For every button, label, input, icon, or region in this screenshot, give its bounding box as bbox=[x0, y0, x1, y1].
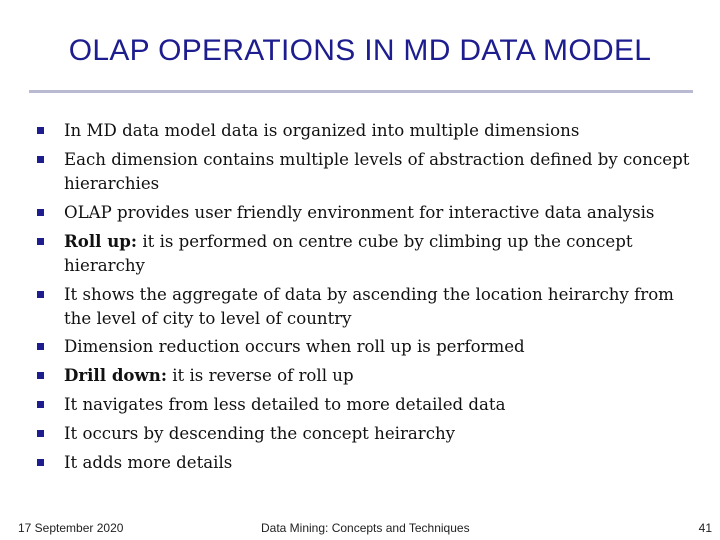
bullet-text: Each dimension contains multiple levels of abstraction defined by concept hierarchies bbox=[64, 150, 690, 193]
bullet-item-descending bbox=[64, 421, 694, 446]
footer-date: 17 September 2020 bbox=[18, 521, 124, 535]
square-bullet-icon bbox=[37, 401, 44, 408]
bullet-item-organized bbox=[64, 118, 694, 143]
bullet-item-olap bbox=[64, 200, 694, 225]
bullet-bold-text: Drill down: bbox=[64, 365, 167, 385]
square-bullet-icon bbox=[37, 372, 44, 379]
bullet-item-navigates bbox=[64, 392, 694, 417]
bullet-text: Dimension reduction occurs when roll up is performed bbox=[64, 337, 525, 356]
square-bullet-icon bbox=[37, 209, 44, 216]
bullet-item-drill-down bbox=[64, 363, 694, 388]
bullet-text: In MD data model data is organized into multiple dimensions bbox=[64, 121, 580, 140]
bullet-text: It occurs by descending the concept heirarchy bbox=[64, 424, 456, 443]
bullet-bold-text: Roll up: bbox=[64, 231, 138, 251]
square-bullet-icon bbox=[37, 127, 44, 134]
bullet-text: it is reverse of roll up bbox=[166, 366, 354, 385]
bullet-item-details bbox=[64, 450, 694, 475]
bullet-text: It navigates from less detailed to more detailed data bbox=[64, 395, 506, 414]
bullet-text: It adds more details bbox=[64, 453, 233, 472]
bullet-text: it is performed on centre cube by climbing up the concept hierarchy bbox=[64, 232, 633, 275]
bullet-text: OLAP provides user friendly environment for interactive data analysis bbox=[64, 203, 655, 222]
square-bullet-icon bbox=[37, 343, 44, 350]
square-bullet-icon bbox=[37, 156, 44, 163]
slide-title: OLAP OPERATIONS IN MD DATA MODEL bbox=[68, 34, 652, 67]
bullet-item-dimension-reduction bbox=[64, 334, 694, 359]
footer-page-number: 41 bbox=[698, 521, 712, 535]
square-bullet-icon bbox=[37, 238, 44, 245]
footer-course-title: Data Mining: Concepts and Techniques bbox=[261, 521, 470, 535]
bullet-text: It shows the aggregate of data by ascending the location heirarchy from the level of city to level of country bbox=[64, 285, 674, 328]
square-bullet-icon bbox=[37, 291, 44, 298]
square-bullet-icon bbox=[37, 459, 44, 466]
bullet-item-roll-up bbox=[64, 229, 694, 278]
bullet-item-levels bbox=[64, 147, 694, 196]
square-bullet-icon bbox=[37, 430, 44, 437]
bullet-item-aggregate bbox=[64, 282, 694, 331]
